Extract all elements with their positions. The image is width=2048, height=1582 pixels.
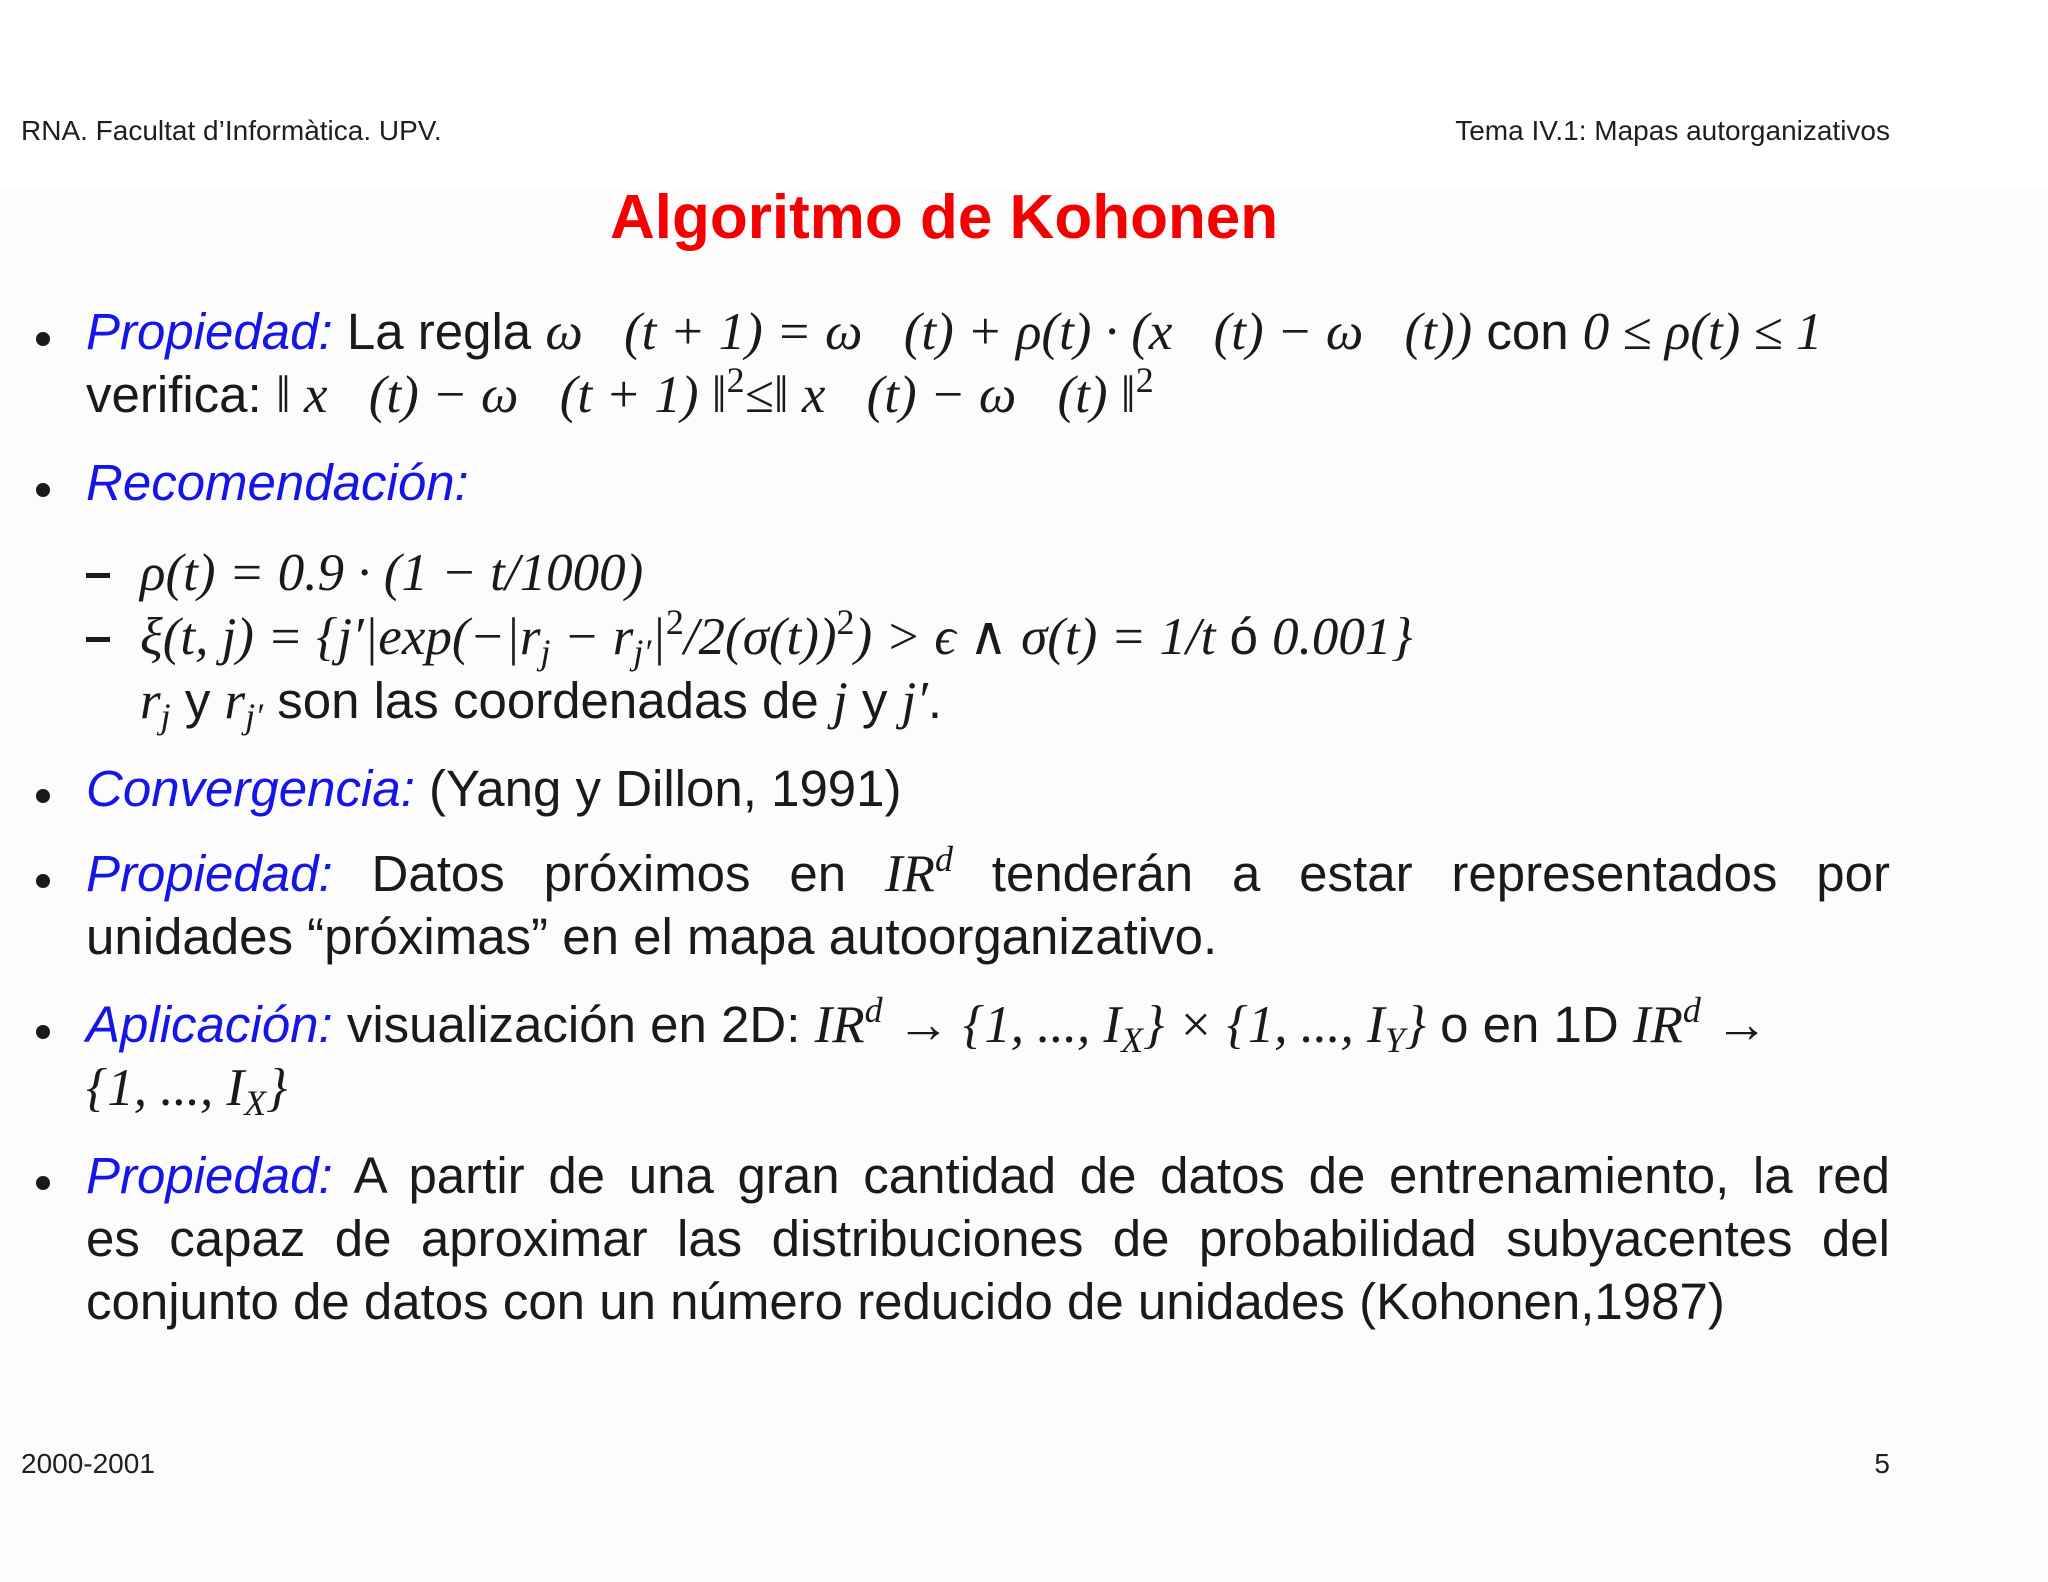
bullet-text: visualización en 2D: (346, 996, 801, 1053)
bullet-keyword: Aplicación: (86, 996, 333, 1053)
page-number: 5 (1874, 1448, 1890, 1479)
bullet-line (86, 757, 902, 820)
bullet-text: o en 1D (1440, 996, 1619, 1053)
sub-item-xi (140, 602, 1413, 674)
math-rho-schedule: ρ(t) = 0.9 · (1 − t/1000) (140, 544, 644, 602)
math-map-2d-c: } (1404, 996, 1426, 1054)
bullet-line (86, 1207, 1890, 1270)
bullet-text: La regla (346, 303, 532, 360)
bullet-line (86, 300, 1822, 364)
bullet-text: y (861, 672, 888, 729)
bullet-text: es capaz de aproximar las distribuciones de probabilidad subyacentes del (86, 1210, 1890, 1267)
math-superscript: 2 (1135, 360, 1154, 400)
dash-marker (86, 573, 110, 578)
bullet-dot (36, 1025, 50, 1039)
math-xi-g: /2(σ(t)) (683, 608, 837, 666)
bullet-keyword: Propiedad: (86, 845, 333, 902)
bullet-line (86, 1144, 1890, 1207)
bullet-line (86, 360, 1154, 432)
bullet-keyword: Recomendación: (86, 454, 469, 511)
math-subscript: X (1121, 1020, 1144, 1060)
bullet-line (86, 905, 1217, 968)
bullet-dot (36, 483, 50, 497)
bullet-dot (36, 789, 50, 803)
bullet-line (86, 1270, 1725, 1333)
bullet-dot (36, 874, 50, 888)
math-superscript: d (934, 839, 953, 879)
bullet-text: tenderán a estar representados por (991, 845, 1890, 902)
math-r: r (140, 672, 161, 730)
math-subscript: X (244, 1083, 267, 1123)
bullet-text: Datos próximos en (371, 845, 847, 902)
math-r: r (224, 672, 246, 730)
bullet-text: A partir de una gran cantidad de datos de entrenamiento, la red (353, 1147, 1891, 1204)
sub-item-note (140, 669, 942, 738)
bullet-keyword: Propiedad: (86, 303, 333, 360)
math-subscript: Y (1384, 1020, 1405, 1060)
slide-content (0, 300, 2048, 1380)
math-j: j (832, 672, 848, 730)
header-left: RNA. Facultat d’Informàtica. UPV. (21, 115, 442, 146)
math-norm-left: ‖ x⃗(t) − ω⃗(t + 1) ‖ (275, 366, 727, 424)
bullet-line (86, 1056, 287, 1125)
math-subscript: j (160, 696, 171, 736)
bullet-keyword: Propiedad: (86, 1147, 333, 1204)
math-update-rule: ω⃗(t + 1) = ω⃗(t) + ρ(t) · (x⃗(t) − ω⃗(t)) (545, 303, 1473, 361)
sub-item-rho (140, 541, 643, 605)
bullet-text: unidades “próximas” en el mapa autoorganizativo. (86, 908, 1218, 965)
bullet-text: . (927, 672, 943, 729)
math-xi-c: − r (550, 608, 634, 666)
dash-marker (86, 637, 110, 642)
bullet-text: conjunto de datos con un número reducido de unidades (Kohonen,1987) (86, 1273, 1725, 1330)
math-map-2d-b: } × {1, ..., I (1143, 996, 1385, 1054)
bullet-text: son las coordenadas de (277, 672, 819, 729)
bullet-line (86, 839, 1890, 911)
bullet-keyword: Convergencia: (86, 760, 415, 817)
math-IR: IR (814, 996, 865, 1054)
math-IR: IR (884, 845, 935, 903)
math-xi-i: ) > ϵ ∧ σ(t) = 1/t (854, 608, 1216, 666)
math-subscript: j′ (245, 696, 264, 736)
bullet-text: con (1486, 303, 1569, 360)
footer-left: 2000-2001 (21, 1448, 155, 1479)
math-real-space (884, 839, 953, 903)
math-norm-right: ≤‖ x⃗(t) − ω⃗(t) ‖ (744, 366, 1136, 424)
math-xi-a: ξ(t, j) = {j′|exp(−|r (140, 608, 541, 666)
math-map-1d-a: {1, ..., I (86, 1059, 245, 1117)
bullet-dot (36, 1176, 50, 1190)
math-superscript: d (864, 990, 883, 1030)
bullet-text: verifica: (86, 366, 262, 423)
bullet-line (86, 451, 469, 514)
math-rho-range: 0 ≤ ρ(t) ≤ 1 (1582, 303, 1823, 361)
bullet-text: (Yang y Dillon, 1991) (429, 760, 902, 817)
math-map-1d-b: } (266, 1059, 288, 1117)
math-j-prime: j′ (901, 672, 928, 730)
bullet-line (86, 990, 1769, 1062)
math-superscript: 2 (726, 360, 745, 400)
math-map-2d-a: → {1, ..., I (896, 996, 1122, 1054)
math-IR: IR (1632, 996, 1683, 1054)
math-superscript: 2 (665, 602, 684, 642)
header-right: Tema IV.1: Mapas autorganizativos (1455, 115, 1890, 146)
bullet-text: y (184, 672, 211, 729)
math-arrow: → (1715, 996, 1769, 1054)
math-superscript: 2 (836, 602, 855, 642)
math-xi-e: | (651, 608, 666, 666)
bullet-text: ó (1229, 608, 1258, 665)
math-superscript: d (1682, 990, 1701, 1030)
slide-title: Algoritmo de Kohonen (610, 183, 1279, 252)
math-subscript: j (540, 632, 551, 672)
bullet-dot (36, 332, 50, 346)
math-xi-k: 0.001} (1272, 608, 1413, 666)
math-subscript: j′ (633, 632, 652, 672)
